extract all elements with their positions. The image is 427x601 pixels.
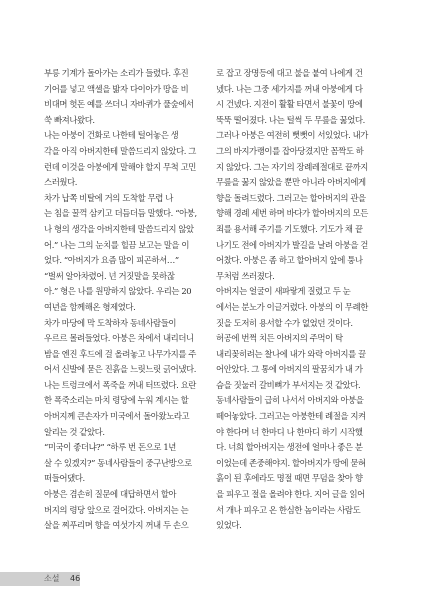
text-line: 짓을 도저히 용서할 수가 없었던 것이다.: [216, 317, 353, 328]
text-line: “벌써 알아차렸어. 넌 거짓말을 못하잖: [44, 270, 175, 281]
text-line: 아붕은 겸손히 질문에 대답하면서 할아: [44, 489, 177, 500]
text-line: 시 건넸다. 지전이 활활 타면서 불꽃이 땅에: [216, 99, 363, 110]
text-line: 어안았다. 그 통에 아버지의 팔꿈치가 내 가: [216, 364, 363, 375]
text-line: 기어를 넣고 액셀을 밟자 다이아가 땅을 비: [44, 83, 189, 94]
text-line: 동네사람들이 급히 나서서 아버지와 아붕을: [216, 395, 364, 406]
text-line: 는 침을 꿀꺽 삼키고 더듬더듬 말했다. “아붕,: [44, 208, 197, 219]
text-line: 서 개나 피우고 온 한심한 놈이라는 사람도: [216, 504, 361, 515]
text-line: 넸다. 나는 그중 세가지를 꺼내 아붕에게 다: [216, 83, 363, 94]
right-column: [216, 66, 384, 534]
text-line: 차가 마당에 막 도착하자 동네사람들이: [44, 317, 177, 328]
text-line: 밤을 엔진 후드에 걸 올려놓고 나무가지를 주: [44, 348, 196, 359]
text-line: 아버지께 큰손자가 미국에서 돌아왔노라고: [44, 411, 190, 422]
text-line: 살 수 있겠지?” 동네사람들이 중구난방으로: [44, 457, 192, 468]
text-line: 었다. “아버지가 요즘 많이 피곤하셔…”: [44, 255, 179, 266]
text-line: 살을 찌푸리며 향을 여섯가지 꺼내 두 손으: [44, 520, 189, 531]
text-line: 그러나 아붕은 여전히 뻣뻣이 서있었다. 내가: [216, 130, 368, 141]
text-line: “미국이 좋더냐?” “하루 번 돈으로 1년: [44, 442, 176, 453]
text-line: 슴을 짓눌러 갈비뼈가 부서지는 것 같았다.: [216, 379, 361, 390]
text-line: 여년을 함께해온 형제였다.: [44, 301, 136, 312]
footer-section-label: 소설: [44, 574, 60, 583]
text-line: 죄를 용서해 주기를 기도했다. 기도가 채 끝: [216, 223, 363, 234]
text-line: 나 형의 생각을 아버지한테 말씀드리지 않았: [44, 223, 194, 234]
text-line: 내리꽂히려는 찰나에 내가 와락 아버지를 끌: [216, 348, 366, 359]
text-line: 아.” 형은 나를 원망하지 않았다. 우리는 20: [44, 286, 192, 297]
text-line: 뚝뚝 떨어졌다. 나는 털썩 두 무릎을 꿇었다.: [216, 114, 365, 125]
text-line: 나는 아붕이 건화로 나한테 털어놓은 생: [44, 130, 179, 141]
left-column: [44, 66, 212, 534]
text-line: 향해 경례 세번 하며 바다가 할아버지의 모든: [216, 208, 368, 219]
text-line: 그의 바지가랭이를 잡아당겼지만 꼼짝도 하: [216, 145, 364, 156]
footer-band: [0, 572, 80, 586]
text-line: 향을 돌려드렸다. 그러고는 할아버지의 관을: [216, 192, 366, 203]
text-line: 부릉 기계가 돌아가는 소리가 들렸다. 후진: [44, 68, 189, 78]
text-line: 스러웠다.: [44, 177, 78, 188]
text-line: 떠들어댔다.: [44, 473, 85, 484]
text-line: 런데 이것을 아붕에게 말해야 할지 무척 고민: [44, 161, 196, 172]
text-line: 무처럼 쓰러졌다.: [216, 270, 275, 281]
text-line: 나는 트렁크에서 폭죽을 꺼내 터뜨렸다. 요란: [44, 379, 196, 390]
text-line: 버지의 령당 앞으로 걸어갔다. 아버지는 는: [44, 504, 189, 515]
text-line: 에서는 분노가 이글거렸다. 아붕의 이 무례한: [216, 301, 368, 312]
text-line: 다. 너희 할아버지는 생전에 얼마나 좋은 분: [216, 442, 363, 453]
text-line: 어.” 나는 그의 눈치를 힐끔 보고는 말을 이: [44, 239, 190, 250]
text-line: 나기도 전에 아버지가 발길을 날려 아붕을 걷: [216, 239, 368, 250]
text-line: 비대며 헛돈 예를 쓰더니 자바퀴가 풀숲에서: [44, 99, 194, 110]
text-line: 있었다.: [216, 520, 242, 531]
text-line: 을 피우고 절을 올려야 한다. 지어 글을 읽어: [216, 489, 365, 500]
text-line: 아버지는 얼굴이 새파랗게 질렸고 두 눈: [216, 286, 351, 297]
text-line: 이었는데 존중해야지. 할아버지가 땅에 묻혀: [216, 457, 366, 468]
text-line: 알리는 것 같았다.: [44, 426, 105, 437]
text-line: 어서 신발에 묻은 진흙을 느릿느릿 긁어냈다.: [44, 364, 196, 375]
page-footer: [0, 568, 427, 601]
text-line: 떼어놓았다. 그러고는 아붕한테 례절을 지켜: [216, 411, 366, 422]
text-line: 허공에 번쩍 치든 아버지의 주먹이 탁: [216, 333, 343, 344]
text-line: 지 않았다. 그는 자기의 장례레절대로 끝까지: [216, 161, 368, 172]
text-line: 야 한다며 너 한마디 나 한마디 하기 시작했: [216, 426, 363, 437]
text-line: 한 폭죽소리는 마치 령당에 누워 계시는 할: [44, 395, 189, 406]
page-number: 46: [70, 574, 81, 583]
text-line: 쑥 빠져나왔다.: [44, 114, 95, 125]
text-line: 차가 납쪽 비탈에 거의 도착할 무렵 나: [44, 192, 173, 203]
text-line: 로 잡고 장명등에 대고 불을 붙여 나에게 건: [216, 68, 363, 78]
text-line: 무릎을 꿇지 않았을 뿐만 아니라 아버지에게: [216, 177, 366, 188]
text-line: 어찼다. 아붕은 좀 하고 할아버지 앞에 퉁나: [216, 255, 363, 266]
text-line: 각을 아직 아버지한테 말씀드리지 않았다. 그: [44, 145, 196, 156]
text-line: 흙이 된 후에라도 명절 때면 무덤을 찾아 향: [216, 473, 363, 484]
text-line: 우르르 몰려들었다. 아붕은 차에서 내리더니: [44, 333, 194, 344]
